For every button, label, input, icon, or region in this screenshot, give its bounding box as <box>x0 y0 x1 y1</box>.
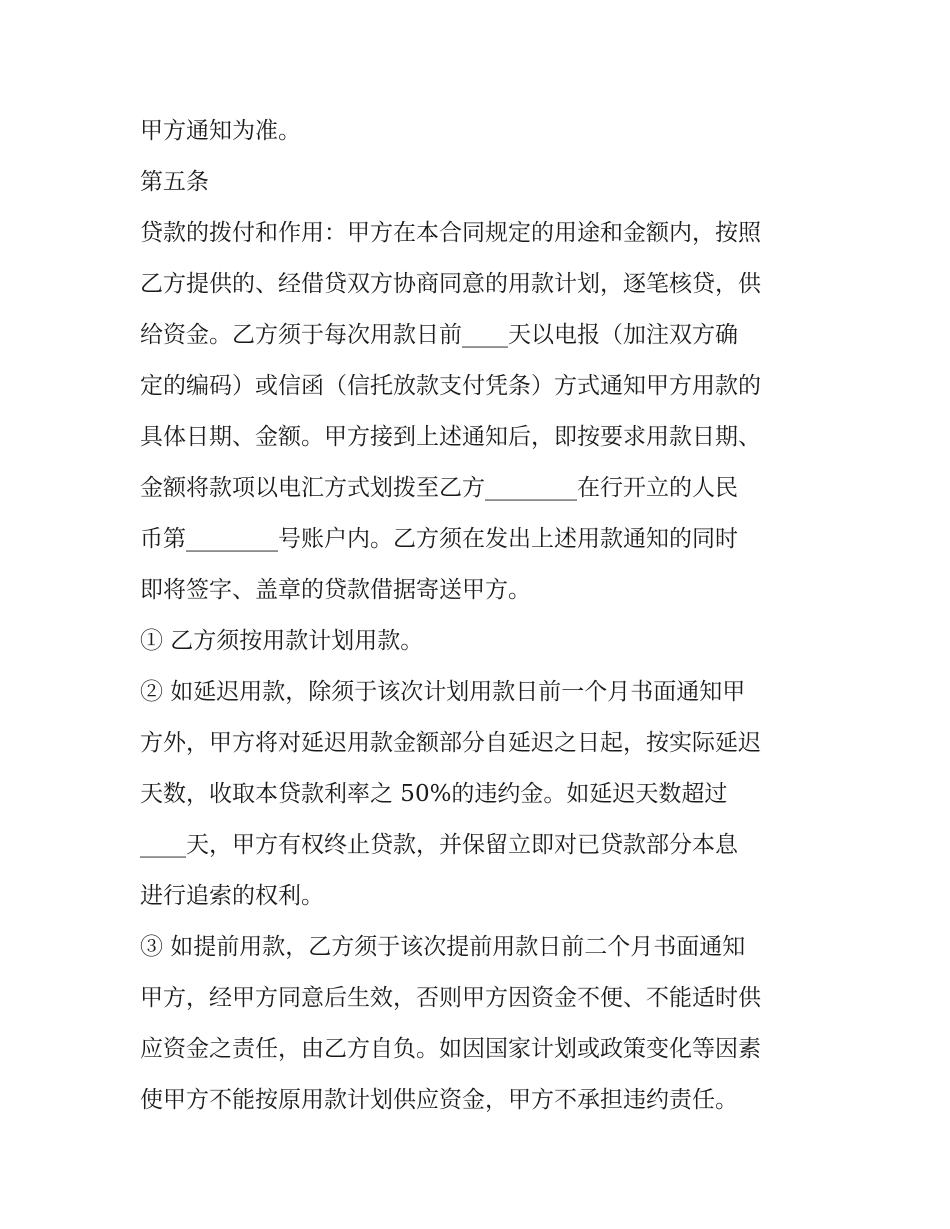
text-line: 方外，甲方将对延迟用款金额部分自延迟之日起，按实际延迟 <box>140 730 761 756</box>
text-line: 币第________号账户内。乙方须在发出上述用款通知的同时 <box>140 526 738 552</box>
document-body <box>140 106 820 1126</box>
text-line: 给资金。乙方须于每次用款日前____天以电报（加注双方确 <box>140 322 738 348</box>
text-line: 天数，收取本贷款利率之 50%的违约金。如延迟天数超过 <box>140 781 728 807</box>
text-line: 甲方，经甲方同意后生效，否则甲方因资金不便、不能适时供 <box>140 985 761 1011</box>
text-line: 进行追索的权利。 <box>140 883 324 909</box>
clause-item-1: ① 乙方须按用款计划用款。 <box>140 628 424 654</box>
clause-item-3: ③ 如提前用款，乙方须于该次提前用款日前二个月书面通知 <box>140 934 746 960</box>
text-line: 金额将款项以电汇方式划拨至乙方________在行开立的人民 <box>140 475 738 501</box>
text-line: 即将签字、盖章的贷款借据寄送甲方。 <box>140 577 531 603</box>
text-line: ____天，甲方有权终止贷款，并保留立即对已贷款部分本息 <box>140 832 738 858</box>
text-line: 甲方通知为准。 <box>140 118 301 144</box>
text-line: 乙方提供的、经借贷双方协商同意的用款计划，逐笔核贷，供 <box>140 271 761 297</box>
text-line: 应资金之责任，由乙方自负。如因国家计划或政策变化等因素 <box>140 1036 761 1062</box>
text-line: 具体日期、金额。甲方接到上述通知后，即按要求用款日期、 <box>140 424 761 450</box>
clause-item-2: ② 如延迟用款，除须于该次计划用款日前一个月书面通知甲 <box>140 679 746 705</box>
text-line: 定的编码）或信函（信托放款支付凭条）方式通知甲方用款的 <box>140 373 761 399</box>
section-heading: 第五条 <box>140 169 209 195</box>
text-line: 使甲方不能按原用款计划供应资金，甲方不承担违约责任。 <box>140 1087 738 1113</box>
text-line: 贷款的拨付和作用：甲方在本合同规定的用途和金额内，按照 <box>140 220 761 246</box>
